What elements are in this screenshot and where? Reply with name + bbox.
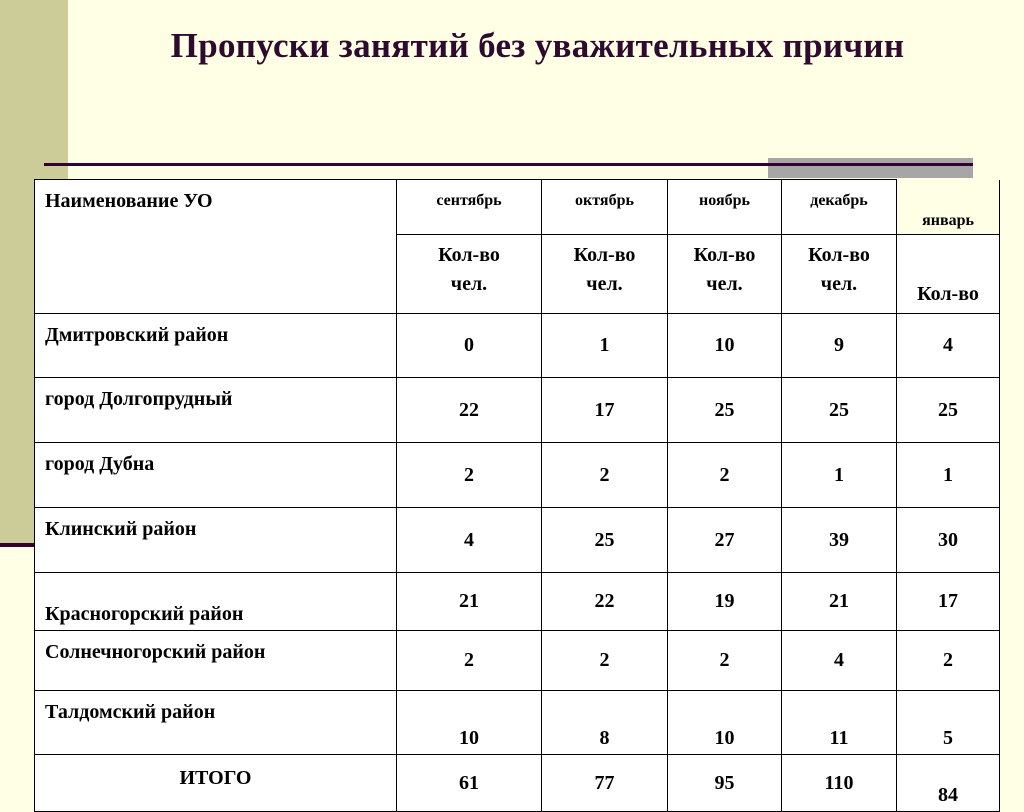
row-value: 2: [668, 443, 782, 508]
row-value: 9: [782, 314, 897, 378]
total-value: 61: [397, 755, 542, 812]
row-value: 2: [542, 631, 668, 691]
table-header-row: [35, 180, 1000, 235]
row-name: город Долгопрудный: [35, 378, 397, 443]
title-rule-gray: [768, 158, 973, 178]
total-row: [35, 755, 1000, 812]
table-row: [35, 508, 1000, 573]
row-value: 4: [397, 508, 542, 573]
row-value: 25: [668, 378, 782, 443]
row-value: 27: [668, 508, 782, 573]
row-value: 21: [782, 573, 897, 631]
row-value: 22: [542, 573, 668, 631]
total-value: 110: [782, 755, 897, 812]
title-rule: [44, 163, 768, 166]
row-value: 2: [897, 631, 1000, 691]
row-value: 2: [397, 631, 542, 691]
row-value: 19: [668, 573, 782, 631]
total-value: 95: [668, 755, 782, 812]
absences-table: [34, 179, 1000, 812]
row-value: 1: [782, 443, 897, 508]
row-value: 10: [668, 691, 782, 755]
unit-header: Кол-во чел.: [542, 235, 668, 314]
month-header: ноябрь: [668, 180, 782, 235]
table-row: [35, 631, 1000, 691]
row-value: 2: [668, 631, 782, 691]
slide-title: Пропуски занятий без уважительных причин: [170, 26, 905, 65]
row-name: город Дубна: [35, 443, 397, 508]
row-value: 17: [897, 573, 1000, 631]
row-value: 10: [397, 691, 542, 755]
row-value: 11: [782, 691, 897, 755]
row-value: 21: [397, 573, 542, 631]
unit-header: Кол-во чел.: [782, 235, 897, 314]
table-row: [35, 573, 1000, 631]
row-name: Солнечногорский район: [35, 631, 397, 691]
unit-header: Кол-во чел.: [397, 235, 542, 314]
row-value: 25: [782, 378, 897, 443]
row-value: 10: [668, 314, 782, 378]
row-value: 5: [897, 691, 1000, 755]
table-row: [35, 314, 1000, 378]
total-label: ИТОГО: [35, 755, 397, 812]
row-value: 17: [542, 378, 668, 443]
table-row: [35, 691, 1000, 755]
row-value: 30: [897, 508, 1000, 573]
table-row: [35, 443, 1000, 508]
row-name: Талдомский район: [35, 691, 397, 755]
row-value: 1: [542, 314, 668, 378]
row-value: 8: [542, 691, 668, 755]
month-header: январь: [897, 180, 1000, 235]
row-value: 2: [542, 443, 668, 508]
row-value: 1: [897, 443, 1000, 508]
month-header: октябрь: [542, 180, 668, 235]
title-rule-right: [768, 163, 973, 166]
table-row: [35, 378, 1000, 443]
unit-header: Кол-во: [897, 235, 1000, 314]
row-value: 25: [542, 508, 668, 573]
month-header: сентябрь: [397, 180, 542, 235]
row-name: Дмитровский район: [35, 314, 397, 378]
row-value: 39: [782, 508, 897, 573]
total-value: 77: [542, 755, 668, 812]
total-value: 84: [897, 755, 1000, 812]
row-name: Красногорский район: [35, 573, 397, 631]
row-value: 22: [397, 378, 542, 443]
row-value: 2: [397, 443, 542, 508]
name-header: Наименование УО: [35, 180, 397, 314]
side-accent-line: [0, 543, 35, 547]
unit-header: Кол-во чел.: [668, 235, 782, 314]
row-value: 4: [897, 314, 1000, 378]
row-value: 0: [397, 314, 542, 378]
row-value: 4: [782, 631, 897, 691]
row-name: Клинский район: [35, 508, 397, 573]
month-header: декабрь: [782, 180, 897, 235]
row-value: 25: [897, 378, 1000, 443]
